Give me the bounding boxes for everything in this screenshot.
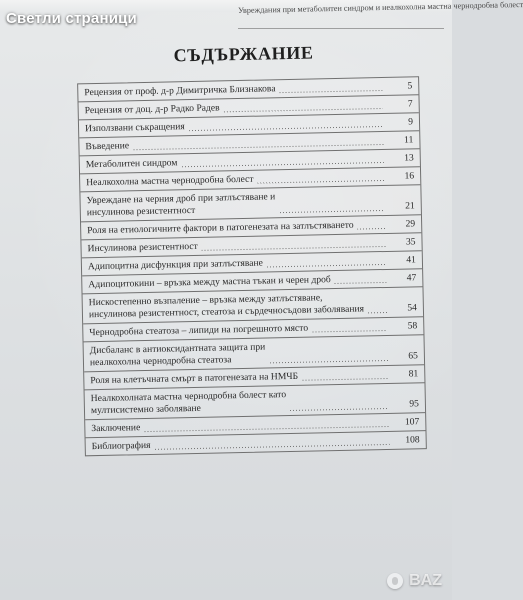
toc-leader-dots bbox=[368, 312, 387, 313]
toc-item-text: Неалкохолната мастна чернодробна болест като мултисистемно заболяване bbox=[90, 389, 287, 417]
table-of-contents bbox=[48, 22, 449, 580]
toc-item-text: Инсулинова резистентност bbox=[87, 240, 198, 255]
toc-item-page: 29 bbox=[405, 218, 416, 230]
toc-item-page: 54 bbox=[407, 302, 418, 314]
toc-item-page: 108 bbox=[405, 434, 420, 446]
toc-leader-dots bbox=[280, 210, 385, 213]
toc-item-page: 35 bbox=[405, 236, 416, 248]
toc-item-text: Дисбаланс в антиоксидантната защита при неалкохолна чернодробна стеатоза bbox=[89, 341, 266, 369]
toc-item-page: 41 bbox=[406, 254, 417, 266]
toc-item-text: Въведение bbox=[85, 140, 130, 153]
toc-item-page: 95 bbox=[409, 398, 420, 410]
toc-box bbox=[77, 76, 427, 456]
toc-item-page: 47 bbox=[406, 272, 417, 284]
toc-leader-dots bbox=[280, 90, 383, 93]
toc-item-text: Роля на клетъчната смърт в патогенезата на НМЧБ bbox=[90, 370, 299, 387]
toc-item-text: Увреждане на черния дроб при затлъстяване и инсулинова резистентност bbox=[86, 191, 276, 219]
toc-item-page: 65 bbox=[408, 350, 419, 362]
toc-item-page: 5 bbox=[407, 80, 413, 92]
toc-title: СЪДЪРЖАНИЕ bbox=[173, 42, 314, 66]
toc-item-text: Метаболитен синдром bbox=[85, 157, 178, 171]
toc-item-text: Рецензия от проф. д-р Димитричка Близнакова bbox=[84, 83, 276, 99]
watermark-logo-icon bbox=[387, 573, 403, 589]
toc-leader-dots bbox=[302, 378, 388, 381]
toc-leader-dots bbox=[189, 126, 383, 131]
toc-leader-dots bbox=[312, 330, 387, 333]
toc-item-text: Рецензия от доц. д-р Радко Радев bbox=[84, 102, 220, 117]
toc-leader-dots bbox=[267, 264, 386, 267]
toc-item-text: Роля на етиологичните фактори в патогенезата на затлъстяването bbox=[87, 219, 354, 237]
toc-item-page: 7 bbox=[407, 98, 413, 110]
toc-item-page: 9 bbox=[408, 116, 414, 128]
toc-item-text: Заключение bbox=[91, 422, 141, 435]
toc-item-page: 11 bbox=[404, 134, 414, 146]
toc-leader-dots bbox=[358, 228, 386, 230]
toc-item-text: Адипоцитна дисфункция при затлъстяване bbox=[87, 257, 263, 273]
toc-item-text: Адипоцитокини – връзка между мастна тъкан и черен дроб bbox=[88, 274, 331, 291]
running-header: Увреждания при метаболитен синдром и неалкохолна мастна чернодробна болест bbox=[238, 0, 523, 15]
top-watermark: Светли страници bbox=[6, 10, 137, 27]
bottom-watermark bbox=[387, 572, 442, 590]
toc-leader-dots bbox=[290, 408, 389, 411]
toc-item-page: 21 bbox=[405, 200, 415, 212]
toc-item-page: 13 bbox=[404, 152, 414, 164]
header-rule bbox=[238, 28, 444, 29]
toc-item-page: 107 bbox=[404, 416, 420, 428]
toc-item-page: 16 bbox=[404, 170, 415, 182]
toc-item-page: 81 bbox=[408, 368, 419, 380]
toc-item-text: Чернодробна стеатоза – липиди на погрешното място bbox=[89, 322, 309, 339]
toc-leader-dots bbox=[181, 162, 383, 167]
bottom-watermark-text: BAZ bbox=[409, 572, 442, 589]
toc-leader-dots bbox=[335, 282, 387, 284]
toc-leader-dots bbox=[258, 180, 385, 184]
toc-item-text: Библиография bbox=[91, 439, 151, 453]
toc-item-text: Нискостепенно възпаление – връзка между затлъстяване, инсулинова резистентност, стеатоза и сърдечносъдови заболявания bbox=[88, 292, 365, 321]
toc-leader-dots bbox=[202, 246, 386, 251]
toc-item-page: 58 bbox=[407, 320, 418, 332]
toc-leader-dots bbox=[270, 360, 388, 363]
toc-item-text: Използвани съкращения bbox=[84, 121, 185, 135]
toc-item-text: Неалкохолна мастна чернодробна болест bbox=[86, 173, 254, 189]
toc-leader-dots bbox=[155, 444, 390, 450]
toc-leader-dots bbox=[224, 108, 383, 112]
